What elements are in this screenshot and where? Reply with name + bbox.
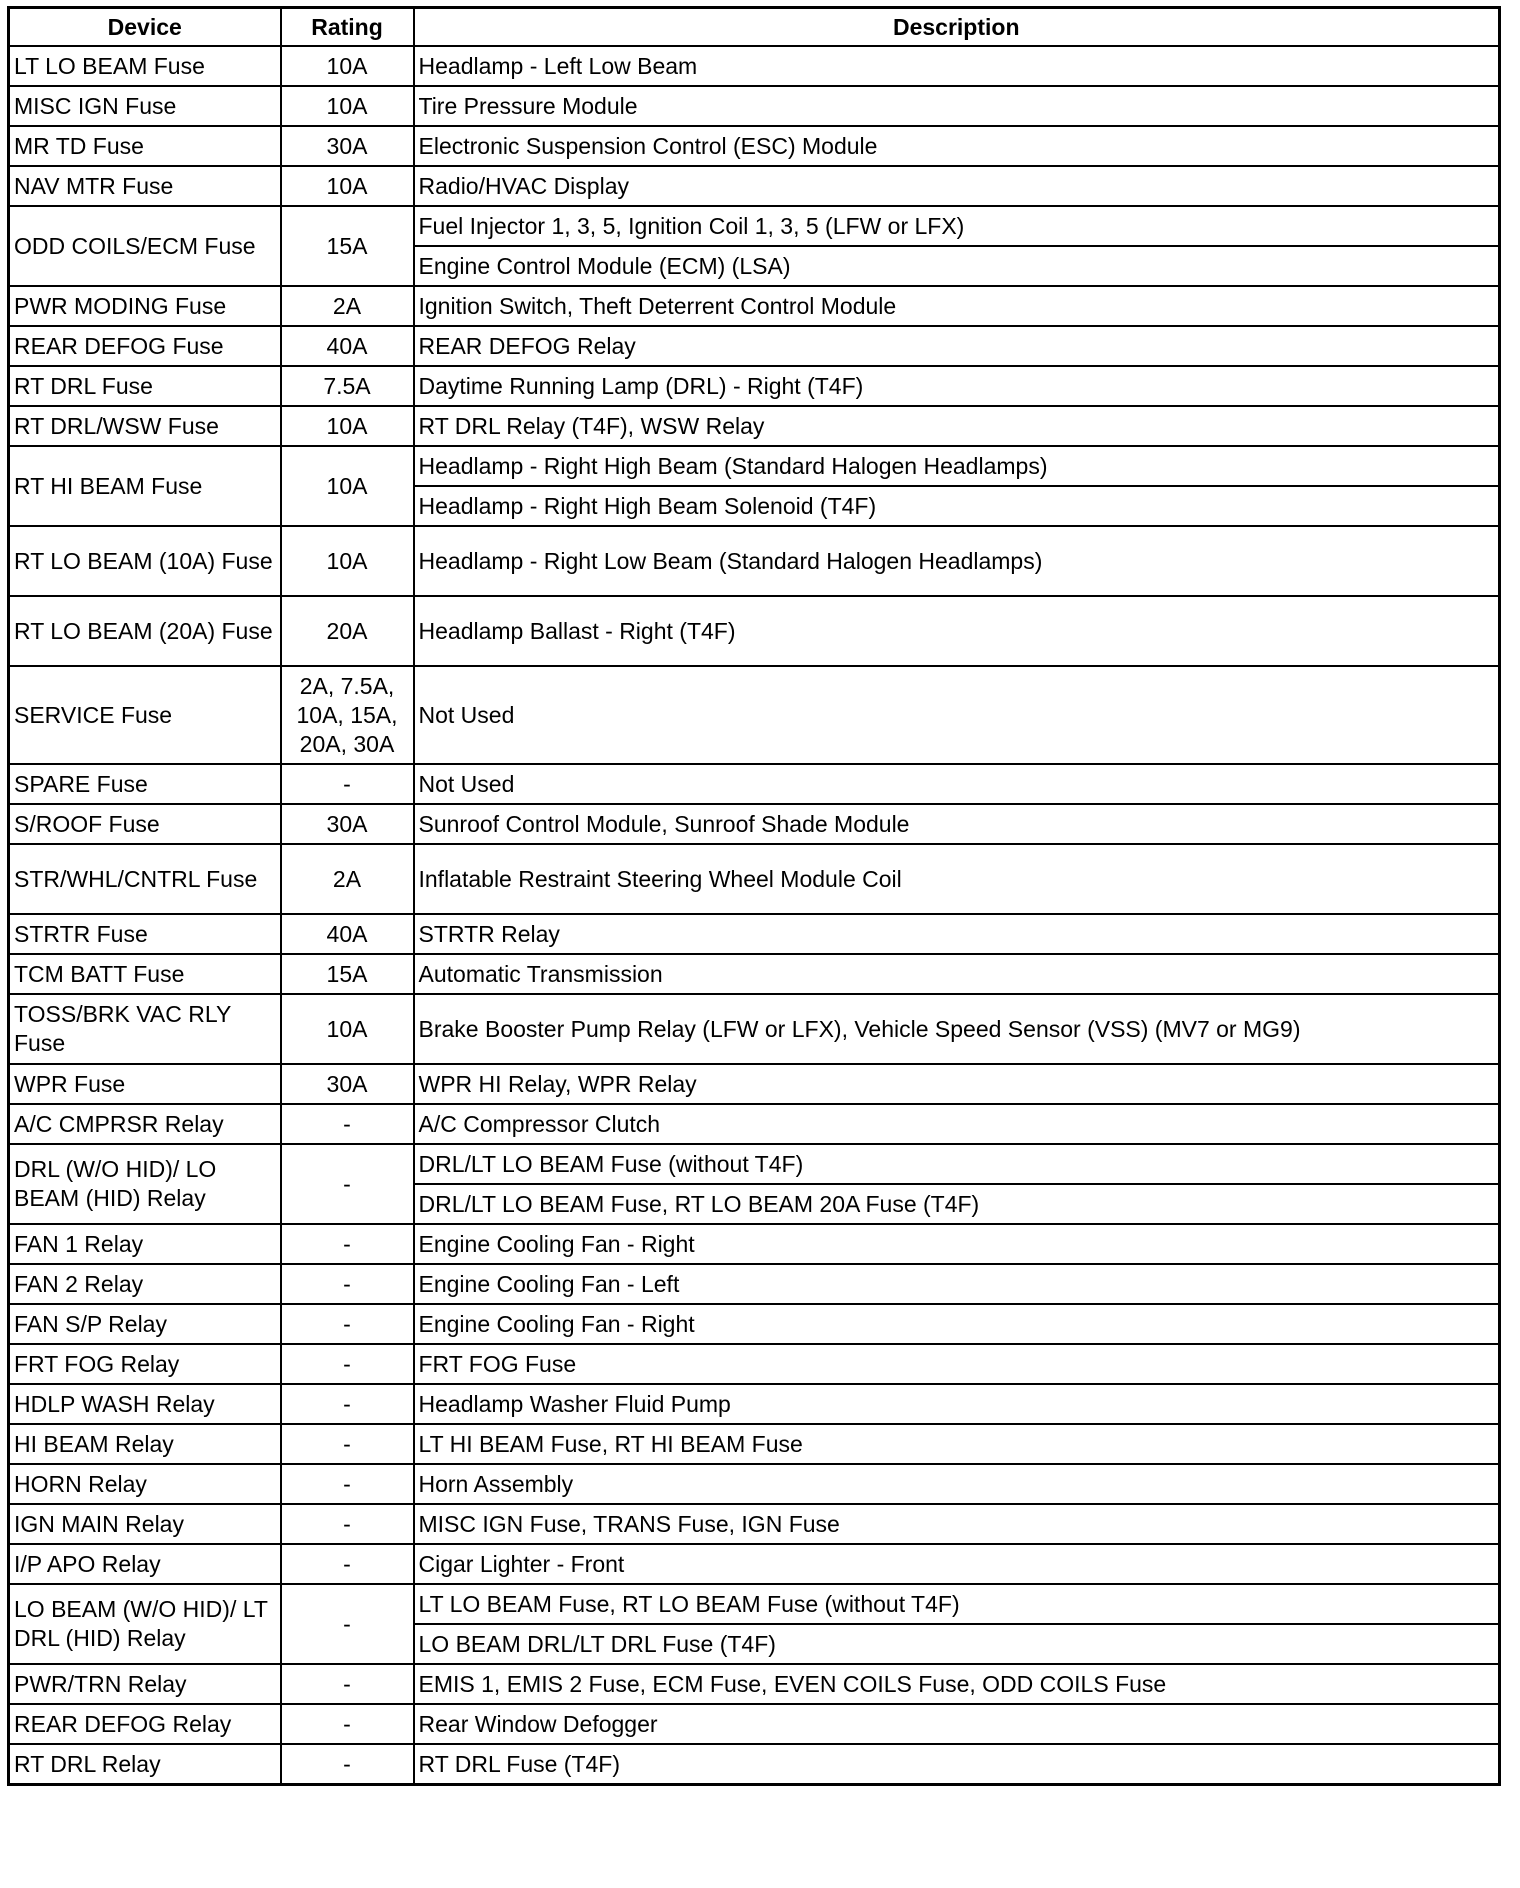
device-cell: STRTR Fuse bbox=[9, 914, 281, 954]
device-cell: I/P APO Relay bbox=[9, 1544, 281, 1584]
description-cell: MISC IGN Fuse, TRANS Fuse, IGN Fuse bbox=[414, 1504, 1500, 1544]
table-row bbox=[9, 366, 1500, 406]
rating-cell: 2A bbox=[281, 844, 414, 914]
table-row bbox=[9, 844, 1500, 914]
rating-cell: 15A bbox=[281, 954, 414, 994]
rating-cell: 20A bbox=[281, 596, 414, 666]
header-rating: Rating bbox=[281, 8, 414, 47]
table-row bbox=[9, 1704, 1500, 1744]
device-cell: RT DRL/WSW Fuse bbox=[9, 406, 281, 446]
table-row bbox=[9, 86, 1500, 126]
device-cell: RT DRL Relay bbox=[9, 1744, 281, 1785]
rating-cell: - bbox=[281, 1664, 414, 1704]
description-cell: Tire Pressure Module bbox=[414, 86, 1500, 126]
device-cell: LT LO BEAM Fuse bbox=[9, 46, 281, 86]
device-cell: PWR/TRN Relay bbox=[9, 1664, 281, 1704]
device-cell: REAR DEFOG Relay bbox=[9, 1704, 281, 1744]
rating-cell: 10A bbox=[281, 994, 414, 1064]
description-cell: DRL/LT LO BEAM Fuse (without T4F) bbox=[414, 1144, 1500, 1184]
description-cell: Daytime Running Lamp (DRL) - Right (T4F) bbox=[414, 366, 1500, 406]
header-description: Description bbox=[414, 8, 1500, 47]
description-cell: Fuel Injector 1, 3, 5, Ignition Coil 1, 3, 5 (LFW or LFX) bbox=[414, 206, 1500, 246]
device-cell: HORN Relay bbox=[9, 1464, 281, 1504]
description-cell: EMIS 1, EMIS 2 Fuse, ECM Fuse, EVEN COILS Fuse, ODD COILS Fuse bbox=[414, 1664, 1500, 1704]
device-cell: HDLP WASH Relay bbox=[9, 1384, 281, 1424]
description-cell: Sunroof Control Module, Sunroof Shade Module bbox=[414, 804, 1500, 844]
description-cell: Inflatable Restraint Steering Wheel Module Coil bbox=[414, 844, 1500, 914]
rating-cell: 2A, 7.5A, 10A, 15A, 20A, 30A bbox=[281, 666, 414, 764]
table-row bbox=[9, 1664, 1500, 1704]
description-cell: A/C Compressor Clutch bbox=[414, 1104, 1500, 1144]
rating-cell: 10A bbox=[281, 46, 414, 86]
description-cell: Brake Booster Pump Relay (LFW or LFX), Vehicle Speed Sensor (VSS) (MV7 or MG9) bbox=[414, 994, 1500, 1064]
rating-cell: - bbox=[281, 1104, 414, 1144]
table-row bbox=[9, 1464, 1500, 1504]
device-cell: TCM BATT Fuse bbox=[9, 954, 281, 994]
device-cell: WPR Fuse bbox=[9, 1064, 281, 1104]
rating-cell: - bbox=[281, 1744, 414, 1785]
rating-cell: 30A bbox=[281, 126, 414, 166]
description-cell: WPR HI Relay, WPR Relay bbox=[414, 1064, 1500, 1104]
description-cell: Headlamp - Right High Beam Solenoid (T4F) bbox=[414, 486, 1500, 526]
table-row bbox=[9, 1504, 1500, 1544]
description-cell: Engine Cooling Fan - Right bbox=[414, 1224, 1500, 1264]
table-row bbox=[9, 1144, 1500, 1184]
rating-cell: - bbox=[281, 1344, 414, 1384]
description-cell: FRT FOG Fuse bbox=[414, 1344, 1500, 1384]
rating-cell: - bbox=[281, 1464, 414, 1504]
device-cell: MR TD Fuse bbox=[9, 126, 281, 166]
table-body bbox=[9, 46, 1500, 1785]
rating-cell: 30A bbox=[281, 804, 414, 844]
rating-cell: - bbox=[281, 1424, 414, 1464]
rating-cell: - bbox=[281, 1704, 414, 1744]
rating-cell: 10A bbox=[281, 526, 414, 596]
description-cell: Ignition Switch, Theft Deterrent Control Module bbox=[414, 286, 1500, 326]
device-cell: FAN S/P Relay bbox=[9, 1304, 281, 1344]
device-cell: FAN 2 Relay bbox=[9, 1264, 281, 1304]
table-row bbox=[9, 1304, 1500, 1344]
table-row bbox=[9, 914, 1500, 954]
description-cell: LT HI BEAM Fuse, RT HI BEAM Fuse bbox=[414, 1424, 1500, 1464]
fuse-relay-table bbox=[7, 6, 1501, 1786]
description-cell: RT DRL Relay (T4F), WSW Relay bbox=[414, 406, 1500, 446]
table-row bbox=[9, 1744, 1500, 1785]
description-cell: Headlamp - Right High Beam (Standard Halogen Headlamps) bbox=[414, 446, 1500, 486]
description-cell: Headlamp - Left Low Beam bbox=[414, 46, 1500, 86]
device-cell: STR/WHL/CNTRL Fuse bbox=[9, 844, 281, 914]
rating-cell: - bbox=[281, 1224, 414, 1264]
description-cell: Not Used bbox=[414, 764, 1500, 804]
device-cell: RT LO BEAM (10A) Fuse bbox=[9, 526, 281, 596]
rating-cell: 2A bbox=[281, 286, 414, 326]
device-cell: RT DRL Fuse bbox=[9, 366, 281, 406]
rating-cell: 40A bbox=[281, 914, 414, 954]
device-cell: HI BEAM Relay bbox=[9, 1424, 281, 1464]
description-cell: Horn Assembly bbox=[414, 1464, 1500, 1504]
device-cell: IGN MAIN Relay bbox=[9, 1504, 281, 1544]
rating-cell: 10A bbox=[281, 406, 414, 446]
rating-cell: 10A bbox=[281, 166, 414, 206]
device-cell: DRL (W/O HID)/ LO BEAM (HID) Relay bbox=[9, 1144, 281, 1224]
device-cell: SPARE Fuse bbox=[9, 764, 281, 804]
rating-cell: 7.5A bbox=[281, 366, 414, 406]
device-cell: PWR MODING Fuse bbox=[9, 286, 281, 326]
header-device: Device bbox=[9, 8, 281, 47]
table-row bbox=[9, 1224, 1500, 1264]
table-row bbox=[9, 994, 1500, 1064]
description-cell: STRTR Relay bbox=[414, 914, 1500, 954]
table-row bbox=[9, 1064, 1500, 1104]
rating-cell: 10A bbox=[281, 446, 414, 526]
device-cell: RT LO BEAM (20A) Fuse bbox=[9, 596, 281, 666]
description-cell: Rear Window Defogger bbox=[414, 1704, 1500, 1744]
table-row bbox=[9, 166, 1500, 206]
table-row bbox=[9, 1544, 1500, 1584]
table-row bbox=[9, 1344, 1500, 1384]
table-row bbox=[9, 804, 1500, 844]
device-cell: S/ROOF Fuse bbox=[9, 804, 281, 844]
description-cell: LO BEAM DRL/LT DRL Fuse (T4F) bbox=[414, 1624, 1500, 1664]
device-cell: ODD COILS/ECM Fuse bbox=[9, 206, 281, 286]
description-cell: Headlamp Washer Fluid Pump bbox=[414, 1384, 1500, 1424]
device-cell: FAN 1 Relay bbox=[9, 1224, 281, 1264]
rating-cell: 15A bbox=[281, 206, 414, 286]
table-row bbox=[9, 1104, 1500, 1144]
table-row bbox=[9, 326, 1500, 366]
device-cell: A/C CMPRSR Relay bbox=[9, 1104, 281, 1144]
rating-cell: - bbox=[281, 1264, 414, 1304]
description-cell: Radio/HVAC Display bbox=[414, 166, 1500, 206]
table-row bbox=[9, 526, 1500, 596]
description-cell: Not Used bbox=[414, 666, 1500, 764]
device-cell: NAV MTR Fuse bbox=[9, 166, 281, 206]
description-cell: Cigar Lighter - Front bbox=[414, 1544, 1500, 1584]
rating-cell: - bbox=[281, 1304, 414, 1344]
table-row bbox=[9, 666, 1500, 764]
description-cell: Headlamp Ballast - Right (T4F) bbox=[414, 596, 1500, 666]
description-cell: Automatic Transmission bbox=[414, 954, 1500, 994]
description-cell: LT LO BEAM Fuse, RT LO BEAM Fuse (without T4F) bbox=[414, 1584, 1500, 1624]
table-row bbox=[9, 596, 1500, 666]
description-cell: RT DRL Fuse (T4F) bbox=[414, 1744, 1500, 1785]
rating-cell: - bbox=[281, 1384, 414, 1424]
rating-cell: 10A bbox=[281, 86, 414, 126]
device-cell: REAR DEFOG Fuse bbox=[9, 326, 281, 366]
device-cell: SERVICE Fuse bbox=[9, 666, 281, 764]
table-row bbox=[9, 126, 1500, 166]
description-cell: Headlamp - Right Low Beam (Standard Halogen Headlamps) bbox=[414, 526, 1500, 596]
rating-cell: 40A bbox=[281, 326, 414, 366]
description-cell: Engine Cooling Fan - Right bbox=[414, 1304, 1500, 1344]
table-row bbox=[9, 1384, 1500, 1424]
device-cell: TOSS/BRK VAC RLY Fuse bbox=[9, 994, 281, 1064]
rating-cell: 30A bbox=[281, 1064, 414, 1104]
description-cell: DRL/LT LO BEAM Fuse, RT LO BEAM 20A Fuse (T4F) bbox=[414, 1184, 1500, 1224]
table-row bbox=[9, 446, 1500, 486]
table-row bbox=[9, 1424, 1500, 1464]
rating-cell: - bbox=[281, 1504, 414, 1544]
rating-cell: - bbox=[281, 1584, 414, 1664]
description-cell: REAR DEFOG Relay bbox=[414, 326, 1500, 366]
table-row bbox=[9, 764, 1500, 804]
device-cell: LO BEAM (W/O HID)/ LT DRL (HID) Relay bbox=[9, 1584, 281, 1664]
table-row bbox=[9, 954, 1500, 994]
header-row bbox=[9, 8, 1500, 47]
table-row bbox=[9, 46, 1500, 86]
table-row bbox=[9, 406, 1500, 446]
table-row bbox=[9, 286, 1500, 326]
rating-cell: - bbox=[281, 1144, 414, 1224]
description-cell: Electronic Suspension Control (ESC) Module bbox=[414, 126, 1500, 166]
description-cell: Engine Cooling Fan - Left bbox=[414, 1264, 1500, 1304]
table-row bbox=[9, 1264, 1500, 1304]
table-row bbox=[9, 1584, 1500, 1624]
description-cell: Engine Control Module (ECM) (LSA) bbox=[414, 246, 1500, 286]
rating-cell: - bbox=[281, 1544, 414, 1584]
device-cell: FRT FOG Relay bbox=[9, 1344, 281, 1384]
device-cell: MISC IGN Fuse bbox=[9, 86, 281, 126]
rating-cell: - bbox=[281, 764, 414, 804]
device-cell: RT HI BEAM Fuse bbox=[9, 446, 281, 526]
table-row bbox=[9, 206, 1500, 246]
